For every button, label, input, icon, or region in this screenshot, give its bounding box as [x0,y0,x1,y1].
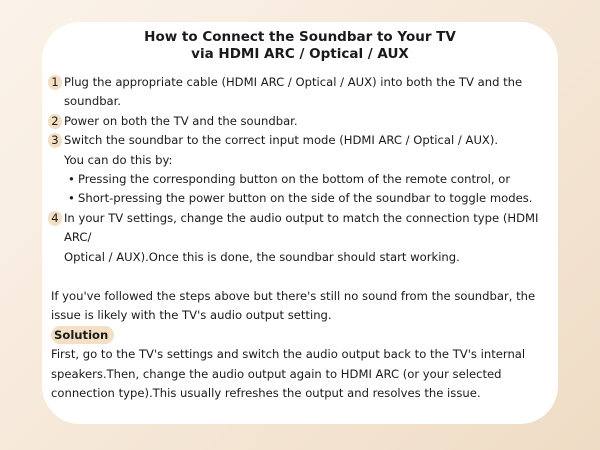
title-line-1: How to Connect the Soundbar to Your TV [144,29,456,45]
solution-line: First, go to the TV's settings and switch the audio output back to the TV's internal [51,347,526,362]
bullet-item: • Short-pressing the power button on the side of the soundbar to toggle modes. [64,189,564,208]
step-3-bullets [64,170,564,209]
steps-list [48,73,564,267]
step-text-line: Plug the appropriate cable (HDMI ARC / Optical / AUX) into both the TV and the [64,75,523,89]
step-text-line: Switch the soundbar to the correct input mode (HDMI ARC / Optical / AUX). [64,133,499,148]
step-number-badge: 4 [48,211,62,226]
step-4 [48,209,564,267]
page-title [0,29,600,63]
title-line-2: via HDMI ARC / Optical / AUX [191,46,409,62]
troubleshooting-section [51,287,556,403]
step-text-line: You can do this by: [64,152,173,167]
solution-line: connection type).This usually refreshes the output and resolves the issue. [51,386,481,401]
step-text-line: In your TV settings, change the audio output to match the connection type (HDMI ARC/ [64,210,539,245]
step-1 [48,73,564,112]
step-2 [48,112,564,131]
intro-line: issue is likely with the TV's audio output setting. [51,308,332,323]
solution-line: speakers.Then, change the audio output again to HDMI ARC (or your selected [51,366,502,381]
step-number-badge: 3 [48,133,62,148]
intro-line: If you've followed the steps above but there's still no sound from the soundbar, the [51,289,536,303]
step-3 [48,131,564,209]
step-number-badge: 1 [48,75,62,90]
step-text-line: Optical / AUX).Once this is done, the soundbar should start working. [64,249,460,264]
step-text-line: soundbar. [64,94,122,109]
step-text-line: Power on both the TV and the soundbar. [64,113,298,128]
solution-badge: Solution [51,326,114,344]
bullet-item: • Pressing the corresponding button on the bottom of the remote control, or [64,170,564,189]
step-number-badge: 2 [48,114,62,129]
